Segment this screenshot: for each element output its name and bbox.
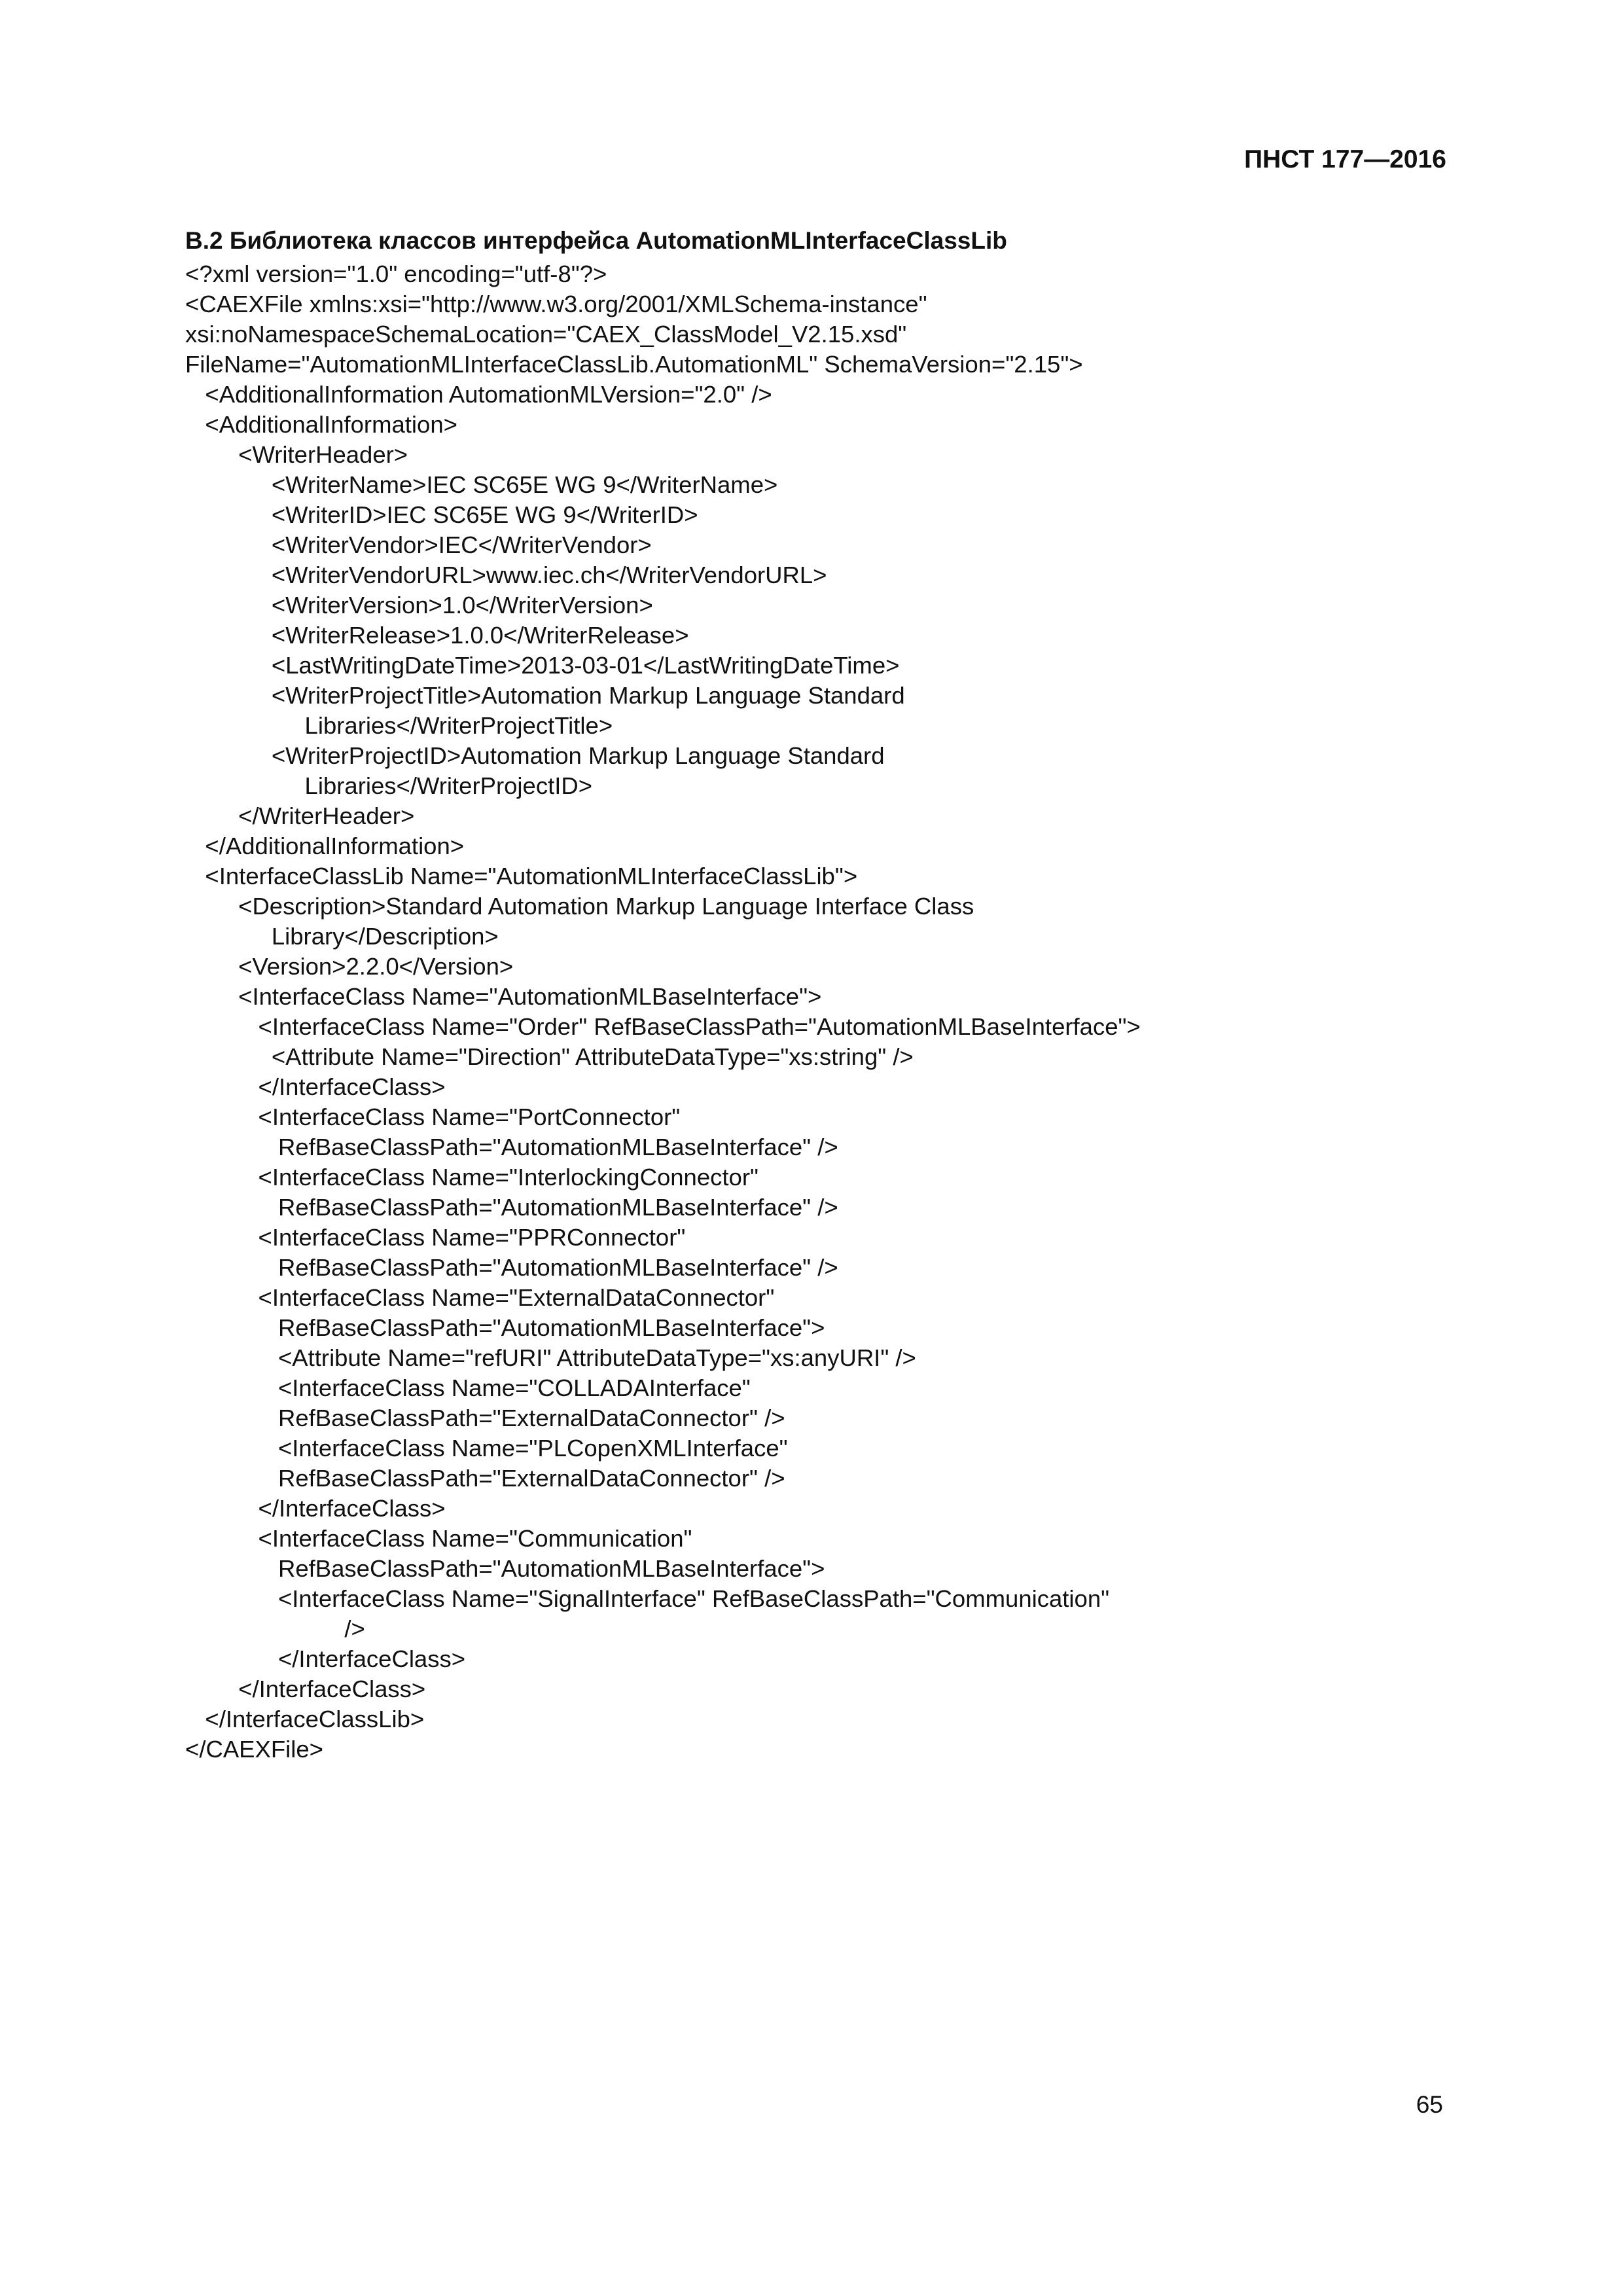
- code-line: <Attribute Name="refURI" AttributeDataType="xs:anyURI" />: [185, 1344, 916, 1371]
- code-line: RefBaseClassPath="AutomationMLBaseInterface" />: [185, 1194, 838, 1221]
- code-line: <?xml version="1.0" encoding="utf-8"?>: [185, 260, 607, 287]
- section-heading: В.2 Библиотека классов интерфейса AutomationMLInterfaceClassLib: [185, 227, 1007, 254]
- code-line: <InterfaceClass Name="AutomationMLBaseInterface">: [185, 983, 822, 1010]
- code-line: <WriterRelease>1.0.0</WriterRelease>: [185, 622, 689, 649]
- code-line: <InterfaceClass Name="PLCopenXMLInterface": [185, 1435, 788, 1462]
- xml-listing: [185, 259, 1461, 1765]
- code-line: RefBaseClassPath="ExternalDataConnector" />: [185, 1405, 785, 1431]
- code-line: </CAEXFile>: [185, 1736, 323, 1763]
- code-line: <Attribute Name="Direction" AttributeDataType="xs:string" />: [185, 1043, 914, 1070]
- code-line: <WriterVendorURL>www.iec.ch</WriterVendorURL>: [185, 562, 827, 588]
- code-line: <WriterVersion>1.0</WriterVersion>: [185, 592, 653, 619]
- code-line: <InterfaceClass Name="InterlockingConnector": [185, 1164, 758, 1191]
- code-line: <InterfaceClass Name="Communication": [185, 1525, 692, 1552]
- code-line: RefBaseClassPath="ExternalDataConnector" />: [185, 1465, 785, 1492]
- code-line: Library</Description>: [185, 923, 499, 950]
- code-line: </InterfaceClass>: [185, 1645, 466, 1672]
- code-line: <InterfaceClass Name="PPRConnector": [185, 1224, 686, 1251]
- document-code: ПНСТ 177—2016: [1244, 145, 1446, 173]
- code-line: <WriterHeader>: [185, 441, 408, 468]
- code-line: </InterfaceClassLib>: [185, 1706, 425, 1732]
- code-line: <InterfaceClass Name="COLLADAInterface": [185, 1374, 751, 1401]
- code-line: <WriterVendor>IEC</WriterVendor>: [185, 531, 652, 558]
- code-line: <LastWritingDateTime>2013-03-01</LastWritingDateTime>: [185, 652, 900, 679]
- code-line: <InterfaceClassLib Name="AutomationMLInterfaceClassLib">: [185, 863, 858, 889]
- code-line: RefBaseClassPath="AutomationMLBaseInterface">: [185, 1555, 825, 1582]
- code-line: <CAEXFile xmlns:xsi="http://www.w3.org/2001/XMLSchema-instance": [185, 291, 927, 317]
- code-line: <InterfaceClass Name="ExternalDataConnector": [185, 1284, 775, 1311]
- code-line: <WriterID>IEC SC65E WG 9</WriterID>: [185, 501, 698, 528]
- code-line: <Version>2.2.0</Version>: [185, 953, 514, 980]
- code-line: </InterfaceClass>: [185, 1676, 426, 1702]
- code-line: </WriterHeader>: [185, 802, 415, 829]
- code-line: RefBaseClassPath="AutomationMLBaseInterface" />: [185, 1134, 838, 1160]
- code-line: />: [185, 1615, 365, 1642]
- code-line: <InterfaceClass Name="Order" RefBaseClassPath="AutomationMLBaseInterface">: [185, 1013, 1141, 1040]
- code-line: FileName="AutomationMLInterfaceClassLib.AutomationML" SchemaVersion="2.15">: [185, 351, 1083, 378]
- code-line: </InterfaceClass>: [185, 1495, 446, 1522]
- code-line: <InterfaceClass Name="SignalInterface" RefBaseClassPath="Communication": [185, 1585, 1110, 1612]
- code-line: <AdditionalInformation AutomationMLVersion="2.0" />: [185, 381, 772, 408]
- code-line: <InterfaceClass Name="PortConnector": [185, 1103, 681, 1130]
- code-line: RefBaseClassPath="AutomationMLBaseInterface" />: [185, 1254, 838, 1281]
- code-line: <WriterProjectID>Automation Markup Language Standard: [185, 742, 885, 769]
- code-line: Libraries</WriterProjectTitle>: [185, 712, 613, 739]
- code-line: <Description>Standard Automation Markup Language Interface Class: [185, 893, 974, 920]
- code-line: <AdditionalInformation>: [185, 411, 457, 438]
- code-line: xsi:noNamespaceSchemaLocation="CAEX_ClassModel_V2.15.xsd": [185, 321, 907, 348]
- code-line: Libraries</WriterProjectID>: [185, 772, 593, 799]
- code-line: <WriterProjectTitle>Automation Markup Language Standard: [185, 682, 905, 709]
- code-line: RefBaseClassPath="AutomationMLBaseInterface">: [185, 1314, 825, 1341]
- code-line: </AdditionalInformation>: [185, 833, 465, 859]
- code-line: <WriterName>IEC SC65E WG 9</WriterName>: [185, 471, 778, 498]
- code-line: </InterfaceClass>: [185, 1073, 446, 1100]
- page-number: 65: [1416, 2091, 1443, 2118]
